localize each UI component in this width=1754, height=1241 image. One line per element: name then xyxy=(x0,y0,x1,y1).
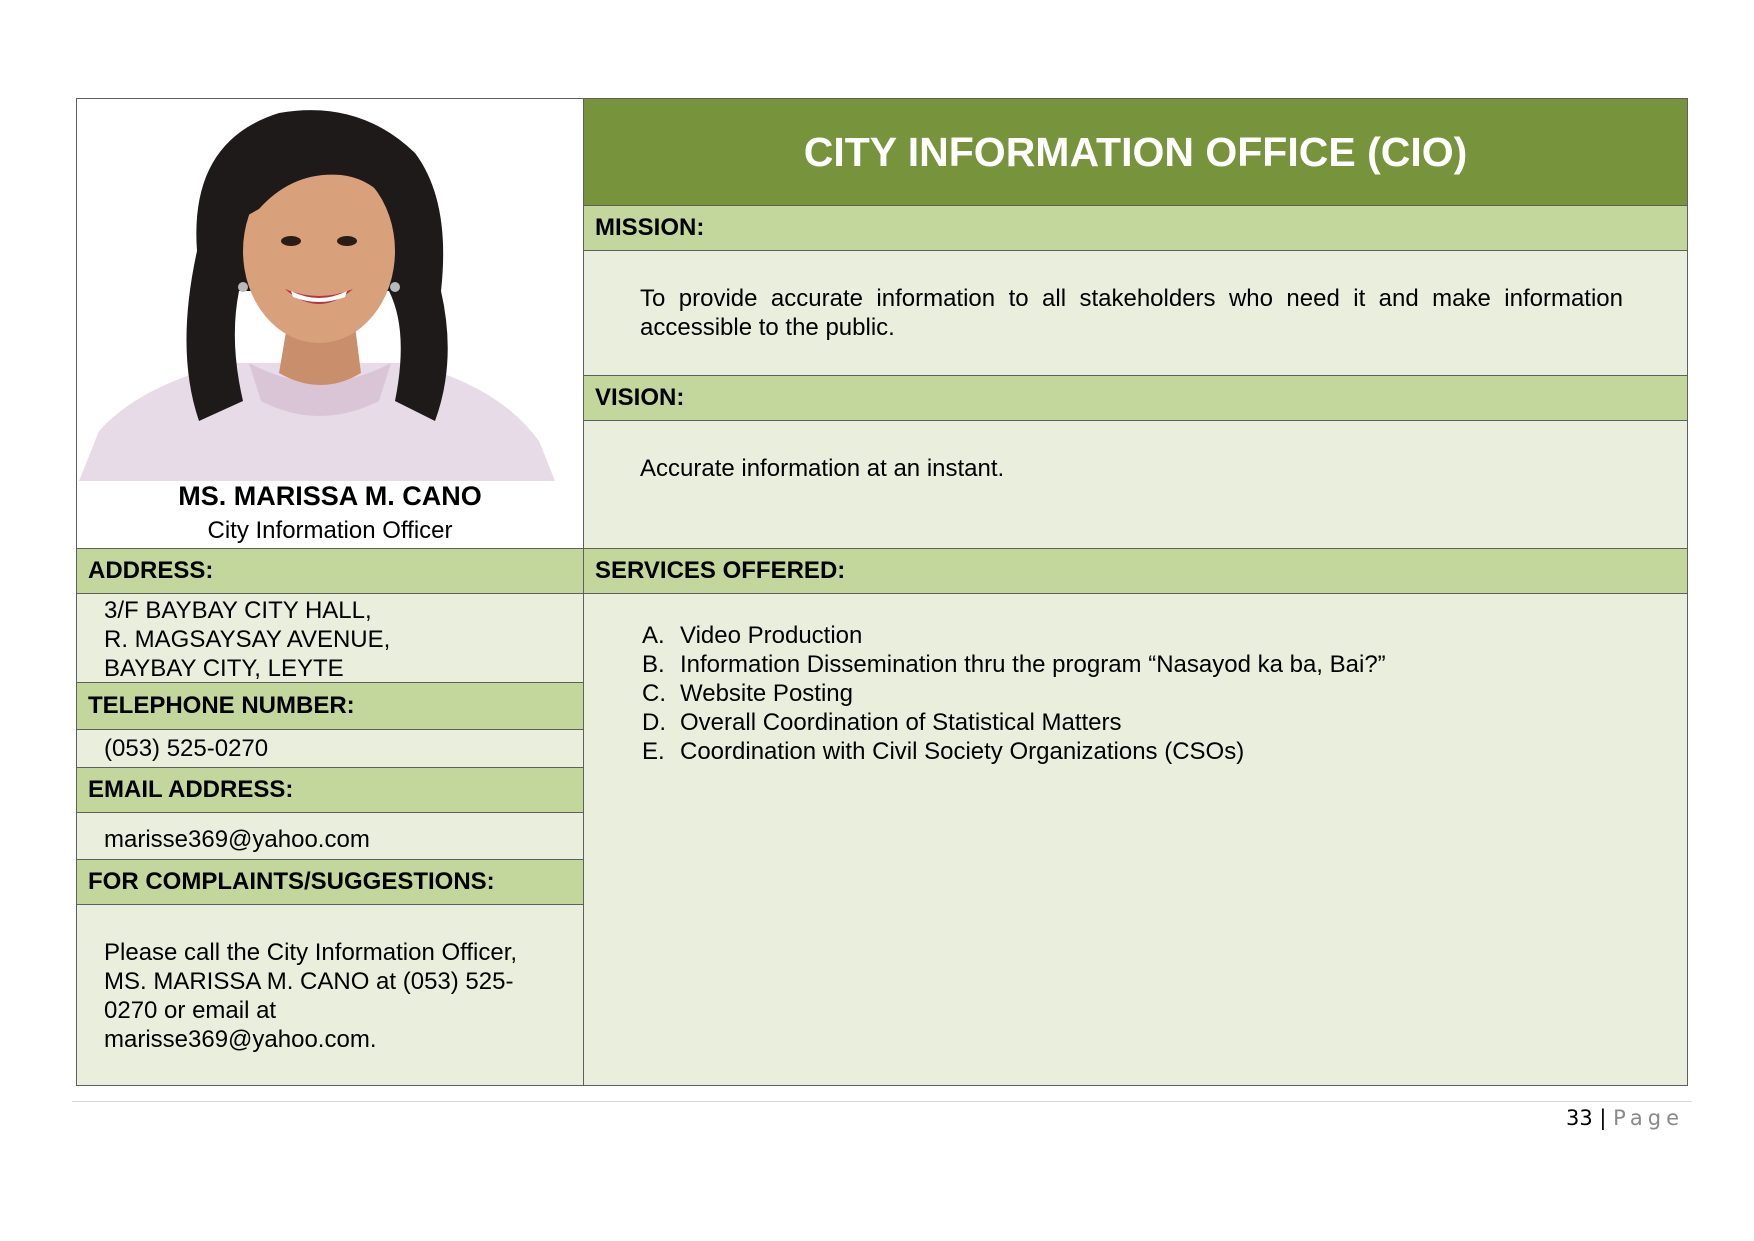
officer-portrait-illustration xyxy=(79,101,555,481)
service-item xyxy=(642,708,1687,737)
office-title: CITY INFORMATION OFFICE (CIO) xyxy=(584,99,1687,205)
complaints-text xyxy=(77,905,584,1085)
vision-label: VISION: xyxy=(584,375,1687,421)
complaints-line: MS. MARISSA M. CANO at (053) 525- xyxy=(104,968,514,995)
service-text: Website Posting xyxy=(680,680,853,707)
email-value: marisse369@yahoo.com xyxy=(77,813,584,859)
service-item xyxy=(642,621,1687,650)
address-line: R. MAGSAYSAY AVENUE, xyxy=(104,626,391,653)
service-letter: D. xyxy=(642,709,666,736)
officer-position: City Information Officer xyxy=(207,517,453,544)
officer-card xyxy=(77,99,583,548)
service-item xyxy=(642,737,1687,766)
address-line: 3/F BAYBAY CITY HALL, xyxy=(104,597,372,624)
complaints-line: marisse369@yahoo.com. xyxy=(104,1026,377,1053)
services-label: SERVICES OFFERED: xyxy=(584,548,1687,594)
telephone-value: (053) 525-0270 xyxy=(77,730,584,767)
page-label: Page xyxy=(1613,1106,1684,1130)
service-text: Video Production xyxy=(680,622,863,649)
service-text: Overall Coordination of Statistical Matters xyxy=(680,709,1122,736)
complaints-line: Please call the City Information Officer, xyxy=(104,939,518,966)
service-item xyxy=(642,679,1687,708)
page-number: 33 xyxy=(1565,1106,1593,1130)
footer-separator: | xyxy=(1599,1106,1607,1130)
vision-text: Accurate information at an instant. xyxy=(584,421,1687,548)
column-divider xyxy=(583,99,584,1085)
service-letter: B. xyxy=(642,651,665,678)
office-profile-table xyxy=(76,98,1688,1086)
officer-photo xyxy=(79,101,555,481)
service-text: Coordination with Civil Society Organizations (CSOs) xyxy=(680,738,1245,765)
complaints-label: FOR COMPLAINTS/SUGGESTIONS: xyxy=(77,859,584,905)
footer-rule xyxy=(72,1101,1692,1102)
telephone-label: TELEPHONE NUMBER: xyxy=(77,682,584,730)
service-letter: A. xyxy=(642,622,665,649)
mission-text: To provide accurate information to all stakeholders who need it and make information accessible to the public. xyxy=(584,251,1687,375)
mission-label: MISSION: xyxy=(584,205,1687,251)
address-line: BAYBAY CITY, LEYTE xyxy=(104,655,344,682)
complaints-line: 0270 or email at xyxy=(104,997,277,1024)
officer-name: MS. MARISSA M. CANO xyxy=(178,481,482,511)
services-list xyxy=(584,594,1687,1085)
address-block xyxy=(77,594,584,682)
service-letter: E. xyxy=(642,738,665,765)
service-text: Information Dissemination thru the program “Nasayod ka ba, Bai?” xyxy=(680,651,1386,678)
service-letter: C. xyxy=(642,680,666,707)
email-label: EMAIL ADDRESS: xyxy=(77,767,584,813)
page-footer xyxy=(1566,1106,1684,1130)
address-label: ADDRESS: xyxy=(77,548,584,594)
service-item xyxy=(642,650,1687,679)
